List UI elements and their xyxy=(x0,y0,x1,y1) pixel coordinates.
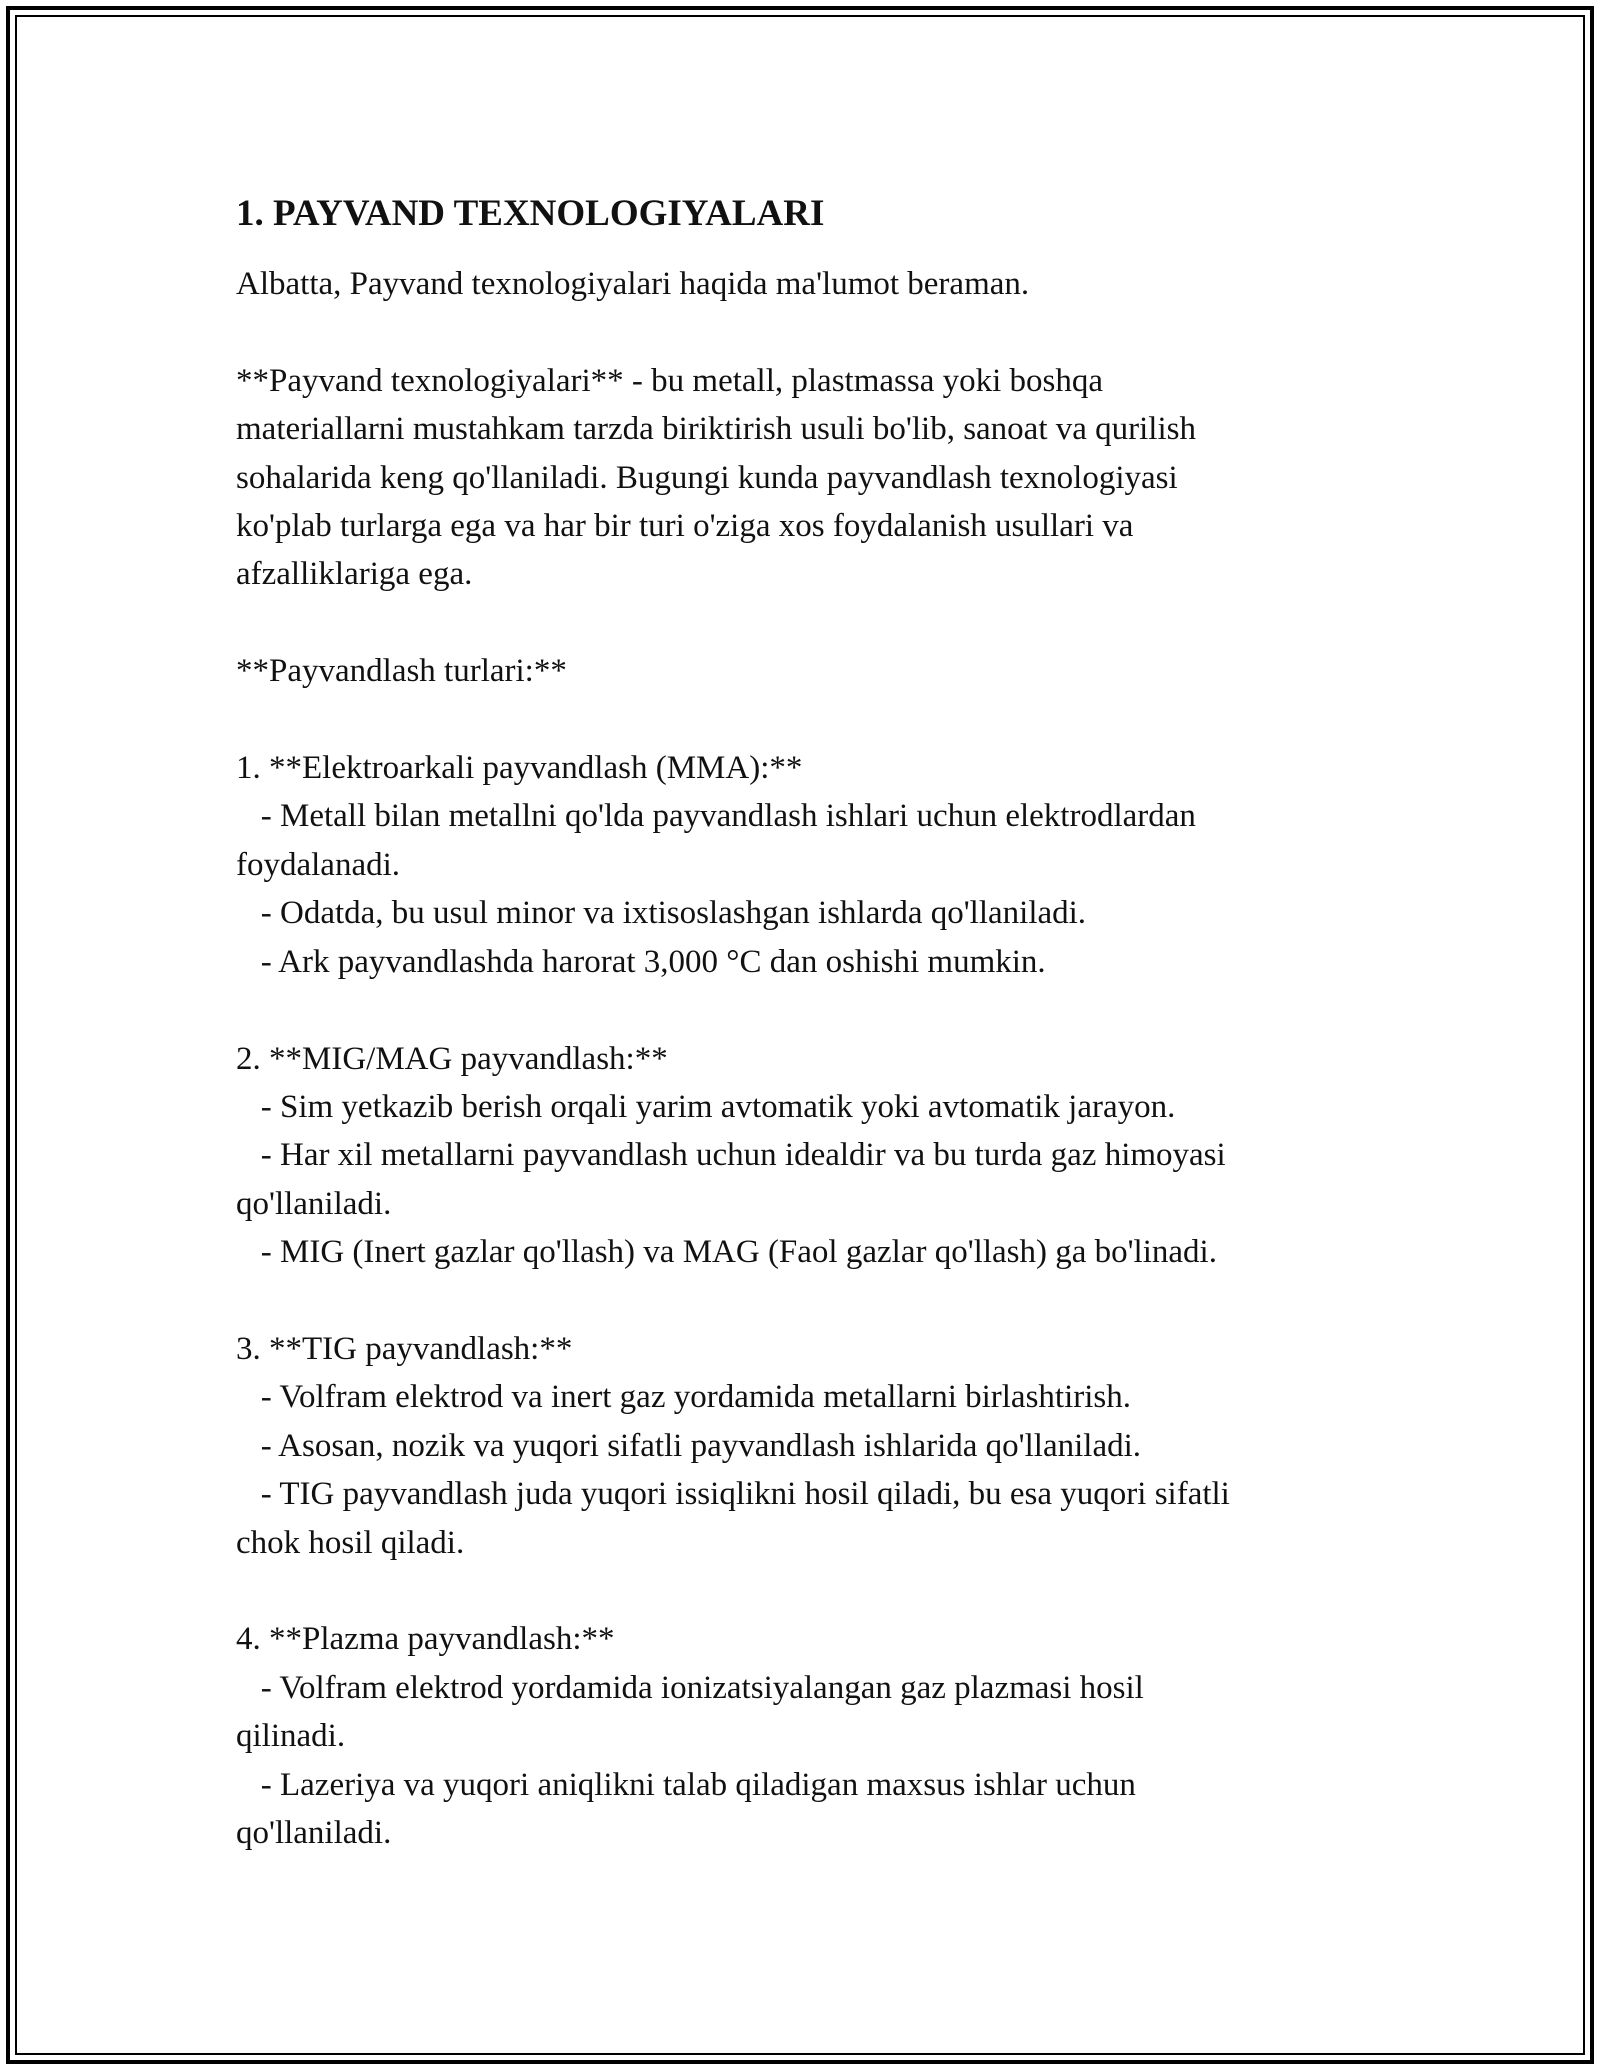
section-body: Albatta, Payvand texnologiyalari haqida ma'lumot beraman. **Payvand texnologiyalari** - bu metall, plastmassa yoki boshqa materiallarni mustahkam tarzda biriktirish usuli bo'lib, sanoat va qurilish sohalarida keng qo'llaniladi. Bugungi kunda payvandlash texnologiyasi ko'plab turlarga ega va har bir turi o'ziga xos foydalanish usullari va afzalliklariga ega. **Payvandlash turlari:** 1. **Elektroarkali payvandlash (MMA):** - Metall bilan metallni qo'lda payvandlash ishlari uchun elektrodlardan foydalanadi. - Odatda, bu usul minor va ixtisoslashgan ishlarda qo'llaniladi. - Ark payvandlashda harorat 3,000 °C dan oshishi mumkin. 2. **MIG/MAG payvandlash:** - Sim yetkazib berish orqali yarim avtomatik yoki avtomatik jarayon. - Har xil metallarni payvandlash uchun idealdir va bu turda gaz himoyasi qo'llaniladi. - MIG (Inert gazlar qo'llash) va MAG (Faol gazlar qo'llash) ga bo'linadi. 3. **TIG payvandlash:** - Volfram elektrod va inert gaz yordamida metallarni birlashtirish. - Asosan, nozik va yuqori sifatli payvandlash ishlarida qo'llaniladi. - TIG payvandlash juda yuqori issiqlikni hosil qiladi, bu esa yuqori sifatli chok hosil qiladi. 4. **Plazma payvandlash:** - Volfram elektrod yordamida ionizatsiyalangan gaz plazmasi hosil qilinadi. - Lazeriya va yuqori aniqlikni talab qiladigan maxsus ishlar uchun qo'llaniladi. xyxy=(236,266,1230,1851)
document-content xyxy=(236,188,1376,1857)
section-heading: 1. PAYVAND TEXNOLOGIYALARI xyxy=(236,193,825,234)
